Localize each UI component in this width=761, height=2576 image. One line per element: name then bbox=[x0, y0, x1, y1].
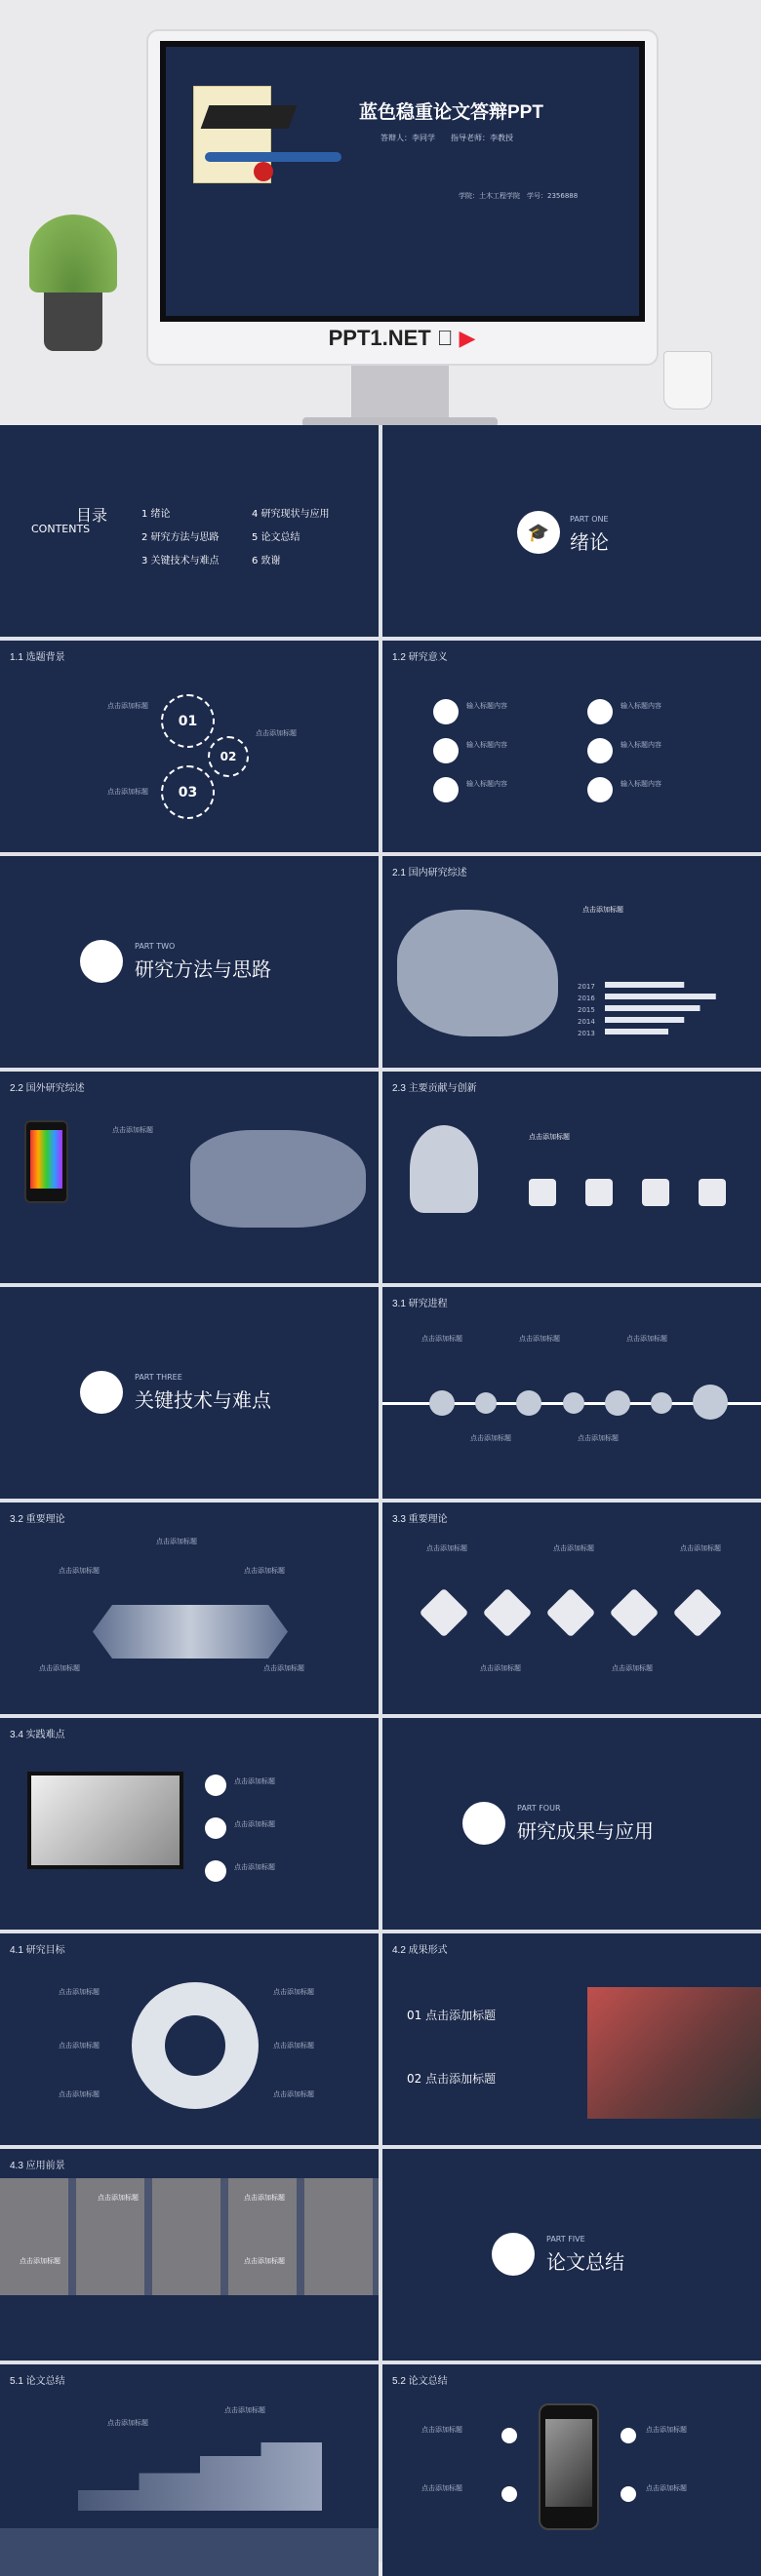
slide-grid bbox=[0, 425, 761, 2562]
slide-heading: 1.1 选题背景 bbox=[10, 652, 65, 663]
number-badge bbox=[621, 2486, 636, 2502]
bar-label: 2014 bbox=[578, 1018, 595, 1026]
diamond-icon bbox=[483, 1588, 533, 1638]
settings-icon bbox=[587, 777, 613, 802]
item-title: 点击添加标题 bbox=[234, 1778, 275, 1785]
timeline-node bbox=[605, 1390, 630, 1416]
item-title: 点击添加标题 bbox=[59, 2043, 100, 2049]
diamond-icon bbox=[673, 1588, 723, 1638]
slide-part-one bbox=[382, 425, 761, 637]
part-tag: PART THREE bbox=[135, 1373, 182, 1382]
slide-3-2 bbox=[0, 1503, 379, 1714]
pie-chart-icon bbox=[205, 1860, 226, 1882]
slide-heading: 4.3 应用前景 bbox=[10, 2161, 65, 2171]
slide-heading: 5.2 论文总结 bbox=[392, 2376, 448, 2387]
number-badge bbox=[501, 2428, 517, 2443]
slide-part-four bbox=[382, 1718, 761, 1930]
number-badge bbox=[501, 2486, 517, 2502]
monitor-stand bbox=[351, 366, 449, 419]
slide-toc bbox=[0, 425, 379, 637]
item-title: 点击添加标题 bbox=[480, 1665, 521, 1672]
arrow-diagram bbox=[93, 1605, 288, 1659]
icon-card bbox=[585, 1179, 613, 1206]
slide-4-2 bbox=[382, 1933, 761, 2145]
bar bbox=[605, 1005, 701, 1011]
item-title: 点击添加标题 bbox=[244, 1568, 285, 1575]
item-title: 点击添加标题 bbox=[612, 1665, 653, 1672]
brand-name: PPT1.NET bbox=[328, 326, 431, 350]
slide-heading: 2.2 国外研究综述 bbox=[10, 1083, 85, 1094]
item-title: 点击添加标题 bbox=[59, 1568, 100, 1575]
slide-5-2 bbox=[382, 2364, 761, 2576]
item-title: 点击添加标题 bbox=[273, 1989, 314, 1996]
toc-item[interactable]: 1 绪论 bbox=[141, 509, 171, 520]
item-title: 点击添加标题 bbox=[426, 1545, 467, 1552]
slide-heading: 5.1 论文总结 bbox=[10, 2376, 65, 2387]
logo-icon: ▶ bbox=[448, 326, 465, 350]
part-tag: PART TWO bbox=[135, 942, 176, 951]
gear-label: 01 bbox=[178, 713, 198, 729]
pot-image bbox=[44, 293, 102, 351]
phone-screen bbox=[30, 1130, 62, 1189]
phone-screen bbox=[545, 2419, 592, 2507]
monitor-screen bbox=[160, 41, 645, 322]
gear-icon bbox=[208, 736, 249, 777]
item-title: 点击添加标题 bbox=[20, 2258, 60, 2265]
timeline-node bbox=[693, 1385, 728, 1420]
presentation-photo bbox=[587, 1987, 761, 2119]
slide-part-five bbox=[382, 2149, 761, 2361]
item-title: 点击添加标题 bbox=[421, 1336, 462, 1343]
toc-item[interactable]: 5 论文总结 bbox=[252, 532, 300, 543]
item-title: 输入标题内容 bbox=[621, 742, 661, 749]
bar bbox=[605, 994, 716, 999]
item-title: 输入标题内容 bbox=[466, 742, 507, 749]
pen-icon bbox=[492, 2233, 535, 2276]
slide-heading: 1.2 研究意义 bbox=[392, 652, 448, 663]
item-title: 点击添加标题 bbox=[578, 1435, 619, 1442]
item-title: 点击添加标题 bbox=[680, 1545, 721, 1552]
timeline-node bbox=[651, 1392, 672, 1414]
diamond-icon bbox=[610, 1588, 660, 1638]
item-title: 点击添加标题 bbox=[256, 730, 297, 737]
hero-title: 蓝色稳重论文答辩PPT bbox=[359, 102, 543, 123]
bar bbox=[605, 1017, 684, 1023]
slide-heading: 3.4 实践难点 bbox=[10, 1730, 65, 1740]
ring-diagram bbox=[132, 1982, 259, 2109]
location-icon bbox=[205, 1817, 226, 1839]
search-icon bbox=[587, 699, 613, 724]
item-title: 点击添加标题 bbox=[39, 1665, 80, 1672]
monitor-frame bbox=[146, 29, 659, 366]
timeline-node bbox=[563, 1392, 584, 1414]
part-title: 论文总结 bbox=[546, 2252, 624, 2274]
slide-part-three bbox=[0, 1287, 379, 1499]
item-title: 点击添加标题 bbox=[244, 2195, 285, 2202]
item-title: 点击添加标题 bbox=[582, 907, 623, 914]
part-title: 绪论 bbox=[570, 532, 609, 554]
slide-heading: 2.1 国内研究综述 bbox=[392, 868, 467, 878]
book-icon bbox=[462, 1802, 505, 1845]
bar-chart bbox=[578, 978, 743, 1046]
slide-heading: 4.2 成果形式 bbox=[392, 1945, 448, 1956]
icon-card bbox=[642, 1179, 669, 1206]
part-title: 关键技术与难点 bbox=[135, 1390, 271, 1412]
slide-heading: 2.3 主要贡献与创新 bbox=[392, 1083, 477, 1094]
toc-subtitle: CONTENTS bbox=[31, 523, 91, 535]
bar-label: 2013 bbox=[578, 1030, 595, 1037]
bar-chart-icon bbox=[205, 1775, 226, 1796]
part-tag: PART ONE bbox=[570, 515, 609, 524]
item-title: 点击添加标题 bbox=[646, 2427, 687, 2434]
item-title: 点击添加标题 bbox=[59, 1989, 100, 1996]
item-title: 点击添加标题 bbox=[156, 1539, 197, 1545]
gear-label: 03 bbox=[178, 784, 198, 800]
timeline-node bbox=[429, 1390, 455, 1416]
toc-item[interactable]: 6 致谢 bbox=[252, 556, 281, 566]
hero-banner bbox=[0, 0, 761, 425]
slide-5-1 bbox=[0, 2364, 379, 2576]
part-title: 研究方法与思路 bbox=[135, 959, 271, 981]
item-title: 点击添加标题 bbox=[234, 1821, 275, 1828]
slide-4-3 bbox=[0, 2149, 379, 2361]
stairs-diagram bbox=[78, 2442, 322, 2511]
item-title: 输入标题内容 bbox=[466, 703, 507, 710]
photo-grid bbox=[0, 2178, 379, 2295]
slide-1-1 bbox=[0, 641, 379, 852]
layers-icon bbox=[80, 940, 123, 983]
form-title-1: 01 点击添加标题 bbox=[407, 2009, 497, 2022]
item-title: 点击添加标题 bbox=[244, 2258, 285, 2265]
toc-title: 目录 bbox=[76, 506, 108, 525]
timeline-node bbox=[516, 1390, 541, 1416]
gear-icon bbox=[161, 765, 215, 819]
timeline-node bbox=[475, 1392, 497, 1414]
number-badge bbox=[621, 2428, 636, 2443]
part-tag: PART FIVE bbox=[546, 2235, 585, 2244]
item-title: 点击添加标题 bbox=[553, 1545, 594, 1552]
ribbon-icon bbox=[254, 162, 273, 181]
icon-card bbox=[529, 1179, 556, 1206]
bar-label: 2015 bbox=[578, 1006, 595, 1014]
hero-footer: 学院：土木工程学院 学号：2356888 bbox=[459, 192, 579, 200]
item-title: 点击添加标题 bbox=[519, 1336, 560, 1343]
slide-2-3 bbox=[382, 1072, 761, 1283]
graduation-cap-icon bbox=[201, 105, 298, 129]
phone-image bbox=[24, 1120, 68, 1203]
diamond-icon bbox=[420, 1588, 469, 1638]
world-map bbox=[190, 1130, 366, 1228]
item-title: 点击添加标题 bbox=[107, 789, 148, 796]
item-title: 点击添加标题 bbox=[107, 2420, 148, 2427]
graduation-cap-icon: 🎓 bbox=[517, 511, 560, 554]
lightbulb-puzzle-image bbox=[410, 1125, 478, 1213]
target-icon bbox=[433, 738, 459, 763]
gear-label: 02 bbox=[220, 750, 237, 763]
slide-heading: 4.1 研究目标 bbox=[10, 1945, 65, 1956]
slide-part-two bbox=[0, 856, 379, 1068]
bar-label: 2016 bbox=[578, 995, 595, 1002]
toc-item[interactable]: 3 关键技术与难点 bbox=[141, 556, 220, 566]
hero-subtitle: 答辩人：李同学 指导老师：李教授 bbox=[380, 134, 513, 142]
slide-1-2 bbox=[382, 641, 761, 852]
bar-label: 2017 bbox=[578, 983, 595, 991]
plant-image bbox=[29, 215, 117, 293]
slide-2-1 bbox=[382, 856, 761, 1068]
item-title: 点击添加标题 bbox=[273, 2091, 314, 2098]
tools-icon bbox=[587, 738, 613, 763]
item-title: 点击添加标题 bbox=[529, 1134, 570, 1141]
toc-item[interactable]: 4 研究现状与应用 bbox=[252, 509, 330, 520]
form-title-2: 02 点击添加标题 bbox=[407, 2072, 497, 2086]
apple-icon bbox=[437, 326, 454, 350]
part-tag: PART FOUR bbox=[517, 1804, 561, 1813]
item-title: 点击添加标题 bbox=[112, 1127, 153, 1134]
item-title: 点击添加标题 bbox=[273, 2043, 314, 2049]
icon-card bbox=[699, 1179, 726, 1206]
diamond-icon bbox=[546, 1588, 596, 1638]
item-title: 点击添加标题 bbox=[421, 2427, 462, 2434]
item-title: 点击添加标题 bbox=[59, 2091, 100, 2098]
apple-icon bbox=[80, 1371, 123, 1414]
item-title: 点击添加标题 bbox=[224, 2407, 265, 2414]
slide-heading: 3.3 重要理论 bbox=[392, 1514, 448, 1525]
bulb-icon bbox=[433, 699, 459, 724]
chart-icon bbox=[433, 777, 459, 802]
pen-icon bbox=[205, 152, 341, 162]
china-map bbox=[397, 910, 558, 1036]
slide-3-4 bbox=[0, 1718, 379, 1930]
item-title: 点击添加标题 bbox=[234, 1864, 275, 1871]
item-title: 点击添加标题 bbox=[98, 2195, 139, 2202]
part-title: 研究成果与应用 bbox=[517, 1821, 654, 1843]
bar bbox=[605, 1029, 668, 1034]
item-title: 点击添加标题 bbox=[107, 703, 148, 710]
toc-item[interactable]: 2 研究方法与思路 bbox=[141, 532, 220, 543]
item-title: 输入标题内容 bbox=[621, 703, 661, 710]
bar bbox=[605, 982, 684, 988]
item-title: 点击添加标题 bbox=[263, 1665, 304, 1672]
phone-image bbox=[539, 2403, 599, 2530]
slide-heading: 3.1 研究进程 bbox=[392, 1299, 448, 1309]
slide-2-2 bbox=[0, 1072, 379, 1283]
item-title: 输入标题内容 bbox=[621, 781, 661, 788]
item-title: 点击添加标题 bbox=[646, 2485, 687, 2492]
item-title: 点击添加标题 bbox=[421, 2485, 462, 2492]
summary-strip bbox=[0, 2528, 379, 2576]
slide-3-3 bbox=[382, 1503, 761, 1714]
item-title: 输入标题内容 bbox=[466, 781, 507, 788]
gear-icon bbox=[161, 694, 215, 748]
slide-heading: 3.2 重要理论 bbox=[10, 1514, 65, 1525]
slide-4-1 bbox=[0, 1933, 379, 2145]
slide-3-1 bbox=[382, 1287, 761, 1499]
item-title: 点击添加标题 bbox=[626, 1336, 667, 1343]
item-title: 点击添加标题 bbox=[470, 1435, 511, 1442]
monitor-photo bbox=[27, 1772, 183, 1869]
mug-image bbox=[663, 351, 712, 410]
